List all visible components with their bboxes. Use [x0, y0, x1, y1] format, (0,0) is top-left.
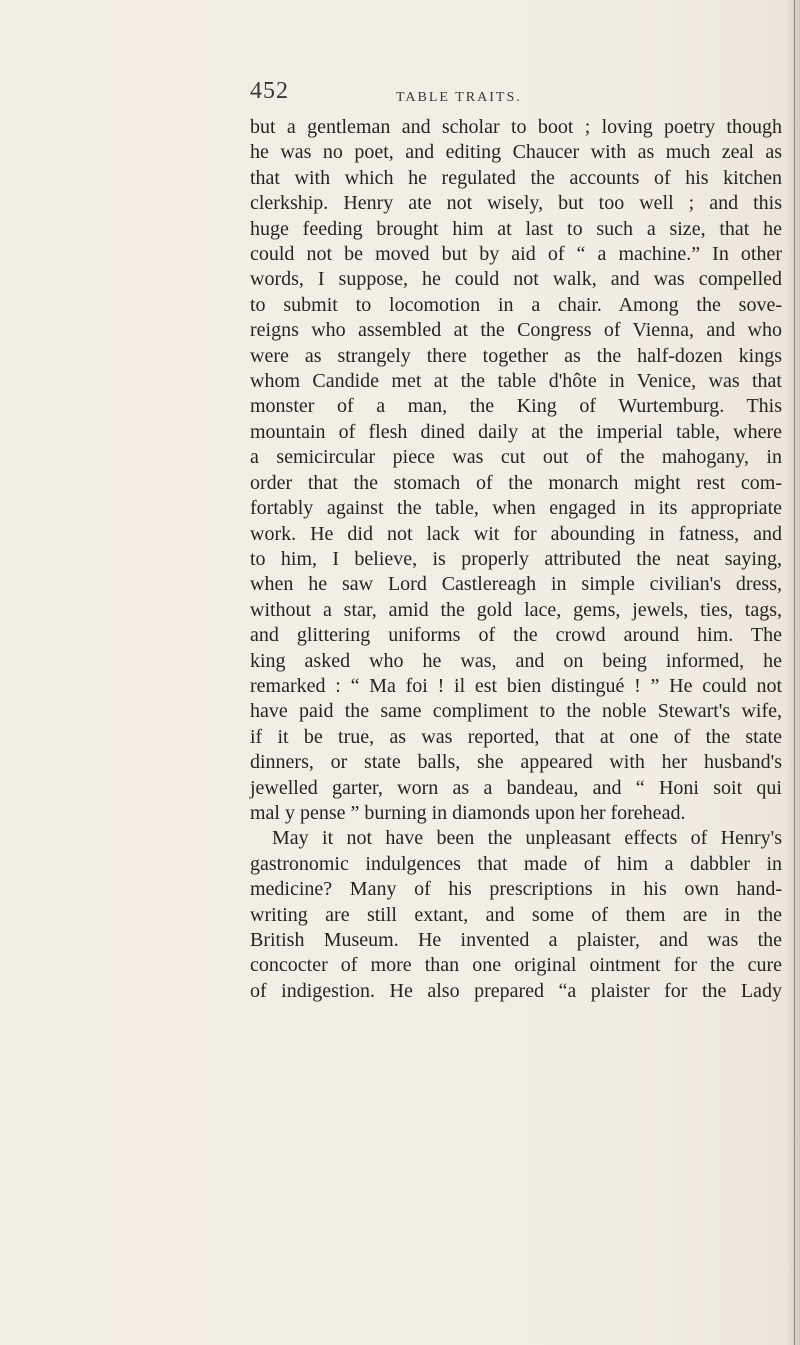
page-number: 452	[250, 78, 289, 104]
text-line: whom Candide met at the table d'hôte in Venice, was that	[250, 370, 782, 393]
text-line: words, I suppose, he could not walk, and was compelled	[250, 268, 782, 291]
running-head: TABLE TRAITS.	[396, 90, 522, 105]
text-line: could not be moved but by aid of “ a machine.” In other	[250, 243, 782, 266]
text-line: clerkship. Henry ate not wisely, but too well ; and this	[250, 192, 782, 215]
text-line: work. He did not lack wit for abounding in fatness, and	[250, 522, 782, 545]
text-line: to him, I believe, is properly attributed the neat saying,	[250, 547, 782, 570]
text-line: May it not have been the unpleasant effects of Henry's	[272, 827, 782, 850]
text-line: without a star, amid the gold lace, gems, jewels, ties, tags,	[250, 598, 782, 621]
page-edge-line	[794, 0, 795, 1345]
text-line: remarked : “ Ma foi ! il est bien distingué ! ” He could not	[250, 674, 782, 697]
text-line: jewelled garter, worn as a bandeau, and “ Honi soit qui	[250, 776, 782, 799]
text-line: were as strangely there together as the half-dozen kings	[250, 344, 782, 367]
page-edge-shadow	[786, 0, 800, 1345]
text-line: king asked who he was, and on being informed, he	[250, 649, 782, 672]
text-line: and glittering uniforms of the crowd around him. The	[250, 624, 782, 647]
text-line: but a gentleman and scholar to boot ; loving poetry though	[250, 116, 782, 138]
text-line: mountain of flesh dined daily at the imperial table, where	[250, 420, 782, 443]
text-line: British Museum. He invented a plaister, and was the	[250, 929, 782, 951]
text-line: order that the stomach of the monarch might rest com-	[250, 471, 782, 494]
text-line: that with which he regulated the accounts of his kitchen	[250, 166, 782, 189]
text-line: monster of a man, the King of Wurtemburg. This	[250, 395, 782, 418]
text-line: mal y pense ” burning in diamonds upon her forehead.	[250, 801, 686, 824]
text-line: writing are still extant, and some of them are in the	[250, 903, 782, 926]
text-line: of indigestion. He also prepared “a plaister for the Lady	[250, 979, 782, 1002]
text-line: if it be true, as was reported, that at one of the state	[250, 725, 782, 748]
text-line: medicine? Many of his prescriptions in his own hand-	[250, 878, 782, 901]
text-line: a semicircular piece was cut out of the mahogany, in	[250, 446, 782, 469]
text-line: huge feeding brought him at last to such a size, that he	[250, 217, 782, 240]
text-line: have paid the same compliment to the noble Stewart's wife,	[250, 700, 782, 723]
text-line: reigns who assembled at the Congress of Vienna, and who	[250, 319, 782, 342]
body-text	[250, 115, 782, 1004]
text-line: he was no poet, and editing Chaucer with as much zeal as	[250, 141, 782, 164]
text-line: when he saw Lord Castlereagh in simple civilian's dress,	[250, 573, 782, 596]
text-line: dinners, or state balls, she appeared with her husband's	[250, 751, 782, 774]
text-line: concocter of more than one original ointment for the cure	[250, 954, 782, 977]
text-line: gastronomic indulgences that made of him a dabbler in	[250, 852, 782, 875]
text-line: fortably against the table, when engaged in its appropriate	[250, 497, 782, 520]
text-line: to submit to locomotion in a chair. Among the sove-	[250, 293, 782, 316]
